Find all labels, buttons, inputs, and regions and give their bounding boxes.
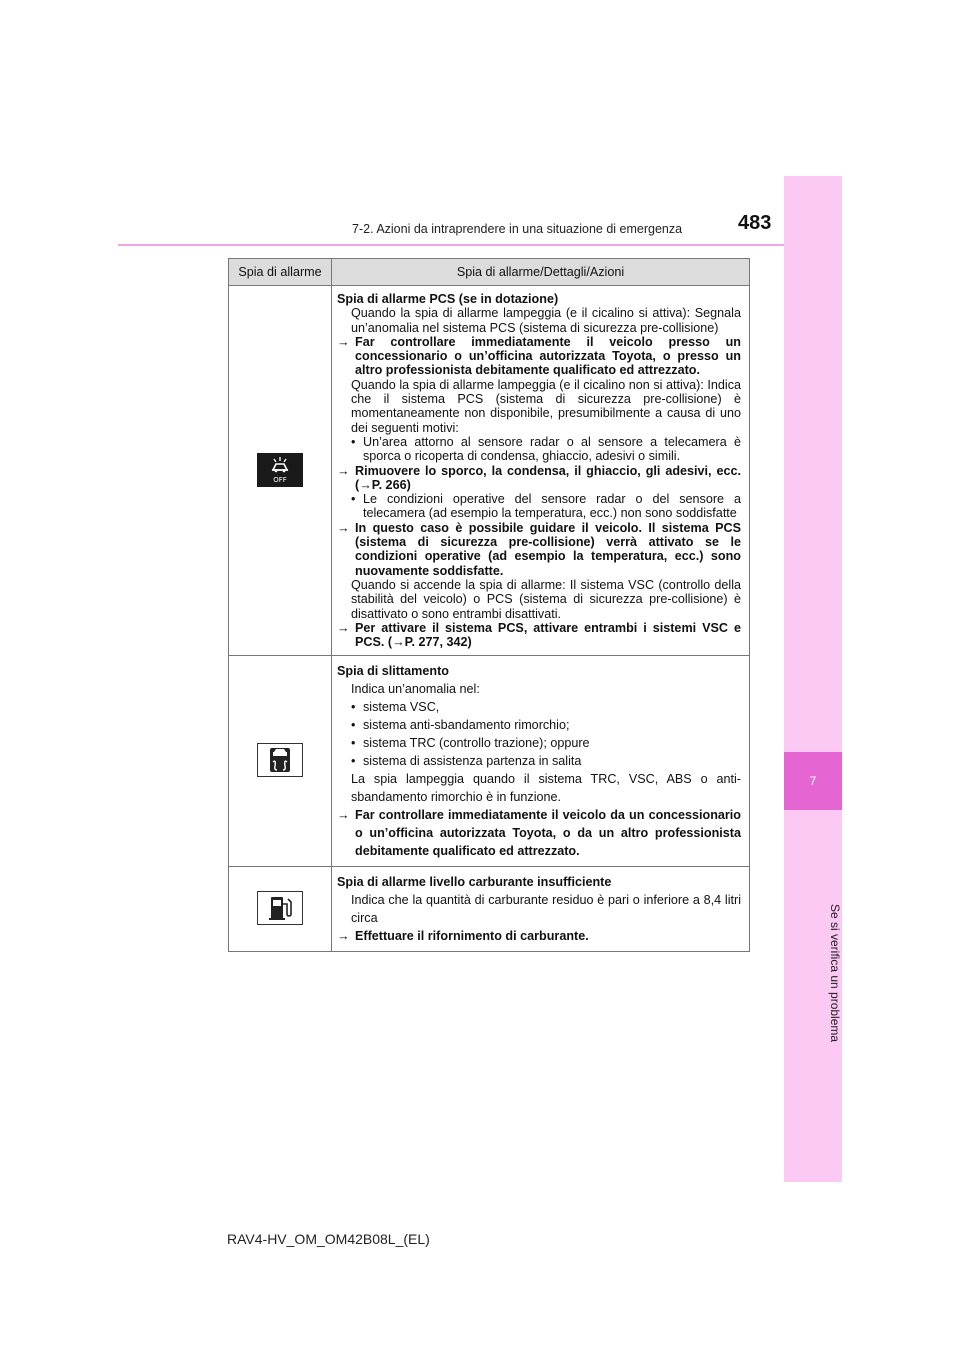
arrow-icon: → — [337, 620, 350, 635]
table-row — [229, 867, 750, 952]
row-bullet: • sistema di assistenza partenza in salita — [351, 754, 582, 769]
arrow-icon: → — [337, 334, 350, 349]
table-header-warning-light: Spia di allarme — [229, 259, 332, 286]
slip-indicator-icon — [257, 743, 303, 777]
footer-code: RAV4-HV_OM_OM42B08L_(EL) — [227, 1231, 430, 1247]
details-cell — [332, 286, 750, 656]
bullet-icon: • — [351, 492, 356, 507]
arrow-icon: → — [337, 463, 350, 478]
table-header-details: Spia di allarme/Dettagli/Azioni — [332, 259, 750, 286]
bullet-icon: • — [351, 700, 356, 715]
row-title: Spia di slittamento — [337, 664, 449, 679]
table-row — [229, 656, 750, 867]
row-action: → Per attivare il sistema PCS, attivare entrambi i sistemi VSC e PCS. (→P. 277, 342) — [337, 620, 741, 650]
side-tab-number: 7 — [784, 752, 842, 810]
low-fuel-icon — [257, 891, 303, 925]
arrow-icon: → — [337, 929, 350, 944]
table-row — [229, 286, 750, 656]
page-number: 483 — [738, 212, 772, 234]
row-title: Spia di allarme PCS (se in dotazione) — [337, 292, 559, 306]
row-paragraph: Indica un’anomalia nel: — [351, 682, 480, 697]
bullet-icon: • — [351, 754, 356, 769]
bullet-icon: • — [351, 434, 356, 449]
row-bullet: • Un’area attorno al sensore radar o al sensore a telecamera è sporca o ricoperta di condensa, ghiaccio, adesivi o simili. — [351, 434, 741, 464]
row-paragraph: Quando la spia di allarme lampeggia (e il cicalino non si attiva): Indica che il sistema PCS (sistema di sicurezza pre-collisione) è momentaneamente non disponibile, presumibilmente a causa di uno dei seguenti motivi: — [351, 377, 741, 435]
bullet-icon: • — [351, 736, 356, 751]
side-tab-label: Se si verifica un problema — [828, 903, 842, 1043]
row-paragraph: Quando si accende la spia di allarme: Il sistema VSC (controllo della stabilità del veicolo) o PCS (sistema di sicurezza pre-collisione) è disattivato o sono entrambi disattivati. — [351, 577, 741, 621]
row-bullet: • sistema anti-sbandamento rimorchio; — [351, 718, 570, 733]
row-action: → Rimuovere lo sporco, la condensa, il ghiaccio, gli adesivi, ecc. (→P. 266) — [337, 463, 741, 492]
pcs-off-warning-icon — [257, 453, 303, 487]
row-bullet: • sistema TRC (controllo trazione); oppure — [351, 736, 590, 751]
row-action: → In questo caso è possibile guidare il veicolo. Il sistema PCS (sistema di sicurezza pre-collisione) verrà attivato se le condizioni operative (ad esempio la temperatura, ecc.) sono nuovamente soddisfatte. — [337, 520, 741, 578]
icon-cell — [229, 656, 332, 867]
pcs-off-label: OFF — [273, 475, 287, 484]
row-paragraph: La spia lampeggia quando il sistema TRC, VSC, ABS o anti-sbandamento rimorchio è in funzione. — [351, 772, 741, 805]
icon-cell — [229, 286, 332, 656]
section-header: 7-2. Azioni da intraprendere in una situazione di emergenza — [352, 222, 683, 236]
icon-cell — [229, 867, 332, 952]
row-title: Spia di allarme livello carburante insufficiente — [337, 875, 612, 890]
row-action: → Effettuare il rifornimento di carburante. — [337, 929, 589, 944]
row-paragraph: Indica che la quantità di carburante residuo è pari o inferiore a 8,4 litri circa — [351, 893, 741, 926]
bullet-icon: • — [351, 718, 356, 733]
warning-lights-table — [228, 258, 750, 952]
header-rule — [118, 244, 784, 246]
arrow-icon: → — [337, 808, 350, 823]
row-bullet: • Le condizioni operative del sensore radar o del sensore a telecamera (ad esempio la temperatura, ecc.) non sono soddisfatte — [351, 492, 741, 521]
details-cell — [332, 656, 750, 867]
table-header-row — [229, 259, 750, 286]
details-cell — [332, 867, 750, 952]
row-action: → Far controllare immediatamente il veicolo da un concessionario o un’officina autorizzata Toyota, o da un altro professionista debitamente qualificato ed attrezzato. — [337, 808, 741, 859]
row-action: → Far controllare immediatamente il veicolo presso un concessionario o un’officina autorizzata Toyota, o presso un altro professionista debitamente qualificato ed attrezzato. — [337, 334, 741, 378]
row-paragraph: Quando la spia di allarme lampeggia (e il cicalino si attiva): Segnala un’anomalia nel sistema PCS (sistema di sicurezza pre-collisione) — [351, 306, 741, 335]
arrow-icon: → — [337, 520, 350, 535]
row-bullet: • sistema VSC, — [351, 700, 440, 715]
